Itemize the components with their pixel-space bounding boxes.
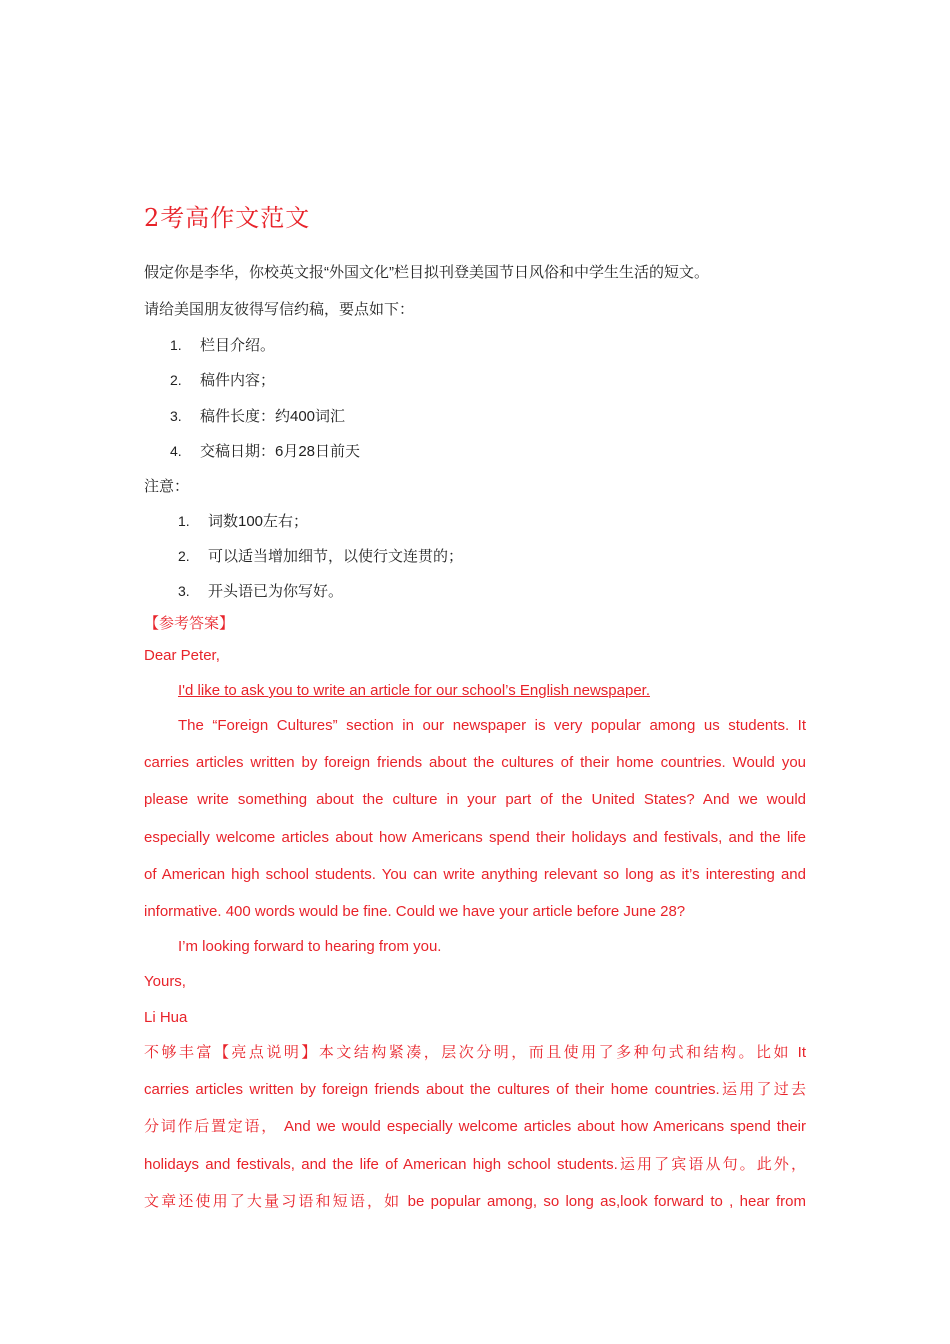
list-item [178, 511, 308, 532]
page-title: 2考高作文范文 [144, 204, 311, 232]
answer-label: 【参考答案】 [144, 615, 235, 632]
prompt-line-2: 请给美国朋友彼得写信约稿，要点如下： [144, 301, 415, 318]
analysis-line: 文章还使用了大量习语和短语，如 be popular among, so long as,look forward to , hear from [144, 1193, 806, 1210]
list-number: 2. [178, 548, 190, 564]
list-number: 2. [170, 372, 182, 388]
letter-body-line: of American high school students. You can write anything relevant so long as it’s interesting and [144, 866, 806, 883]
list-item [178, 581, 343, 602]
list-text: 词数100左右； [208, 513, 309, 530]
prompt-line-1: 假定你是李华，你校英文报“外国文化”栏目拟刊登美国节日风俗和中学生生活的短文。 [144, 264, 709, 281]
letter-opening: I'd like to ask you to write an article for our school’s English newspaper. [178, 682, 650, 699]
letter-body-line: informative. 400 words would be fine. Could we have your article before June 28? [144, 903, 686, 920]
list-number: 3. [178, 583, 190, 599]
analysis-line: carries articles written by foreign friends about the cultures of their home countries.运用了过去 [144, 1081, 806, 1098]
list-number: 1. [170, 337, 182, 353]
list-item [178, 546, 463, 567]
letter-body-line: The “Foreign Cultures” section in our newspaper is very popular among us students. It [178, 717, 806, 734]
letter-body-line: please write something about the culture in your part of the United States? And we would [144, 791, 806, 808]
list-item [170, 335, 275, 356]
list-item [170, 441, 360, 462]
list-item [170, 370, 275, 391]
letter-signoff: Yours, [144, 973, 186, 990]
letter-body-line: especially welcome articles about how Americans spend their holidays and festivals, and the life [144, 829, 806, 846]
list-number: 3. [170, 408, 182, 424]
list-number: 4. [170, 443, 182, 459]
letter-greeting: Dear Peter, [144, 647, 220, 664]
notes-label: 注意： [144, 478, 190, 495]
letter-signature: Li Hua [144, 1009, 188, 1026]
list-text: 交稿日期：6月28日前天 [200, 443, 361, 460]
letter-closing: I’m looking forward to hearing from you. [178, 938, 442, 955]
letter-body-line: carries articles written by foreign friends about the cultures of their home countries. Would you [144, 754, 806, 771]
analysis-line: holidays and festivals, and the life of American high school students.运用了宾语从句。此外， [144, 1156, 806, 1173]
list-text: 可以适当增加细节，以使行文连贯的； [208, 548, 464, 565]
list-item [170, 406, 345, 427]
list-text: 栏目介绍。 [200, 337, 276, 354]
list-text: 稿件长度：约400词汇 [200, 408, 346, 425]
analysis-line: 分词作后置定语， And we would especially welcome articles about how Americans spend their [144, 1118, 806, 1135]
list-text: 稿件内容； [200, 372, 276, 389]
analysis-line: 不够丰富【亮点说明】本文结构紧凑，层次分明，而且使用了多种句式和结构。比如 It [144, 1044, 806, 1061]
list-number: 1. [178, 513, 190, 529]
list-text: 开头语已为你写好。 [208, 583, 344, 600]
